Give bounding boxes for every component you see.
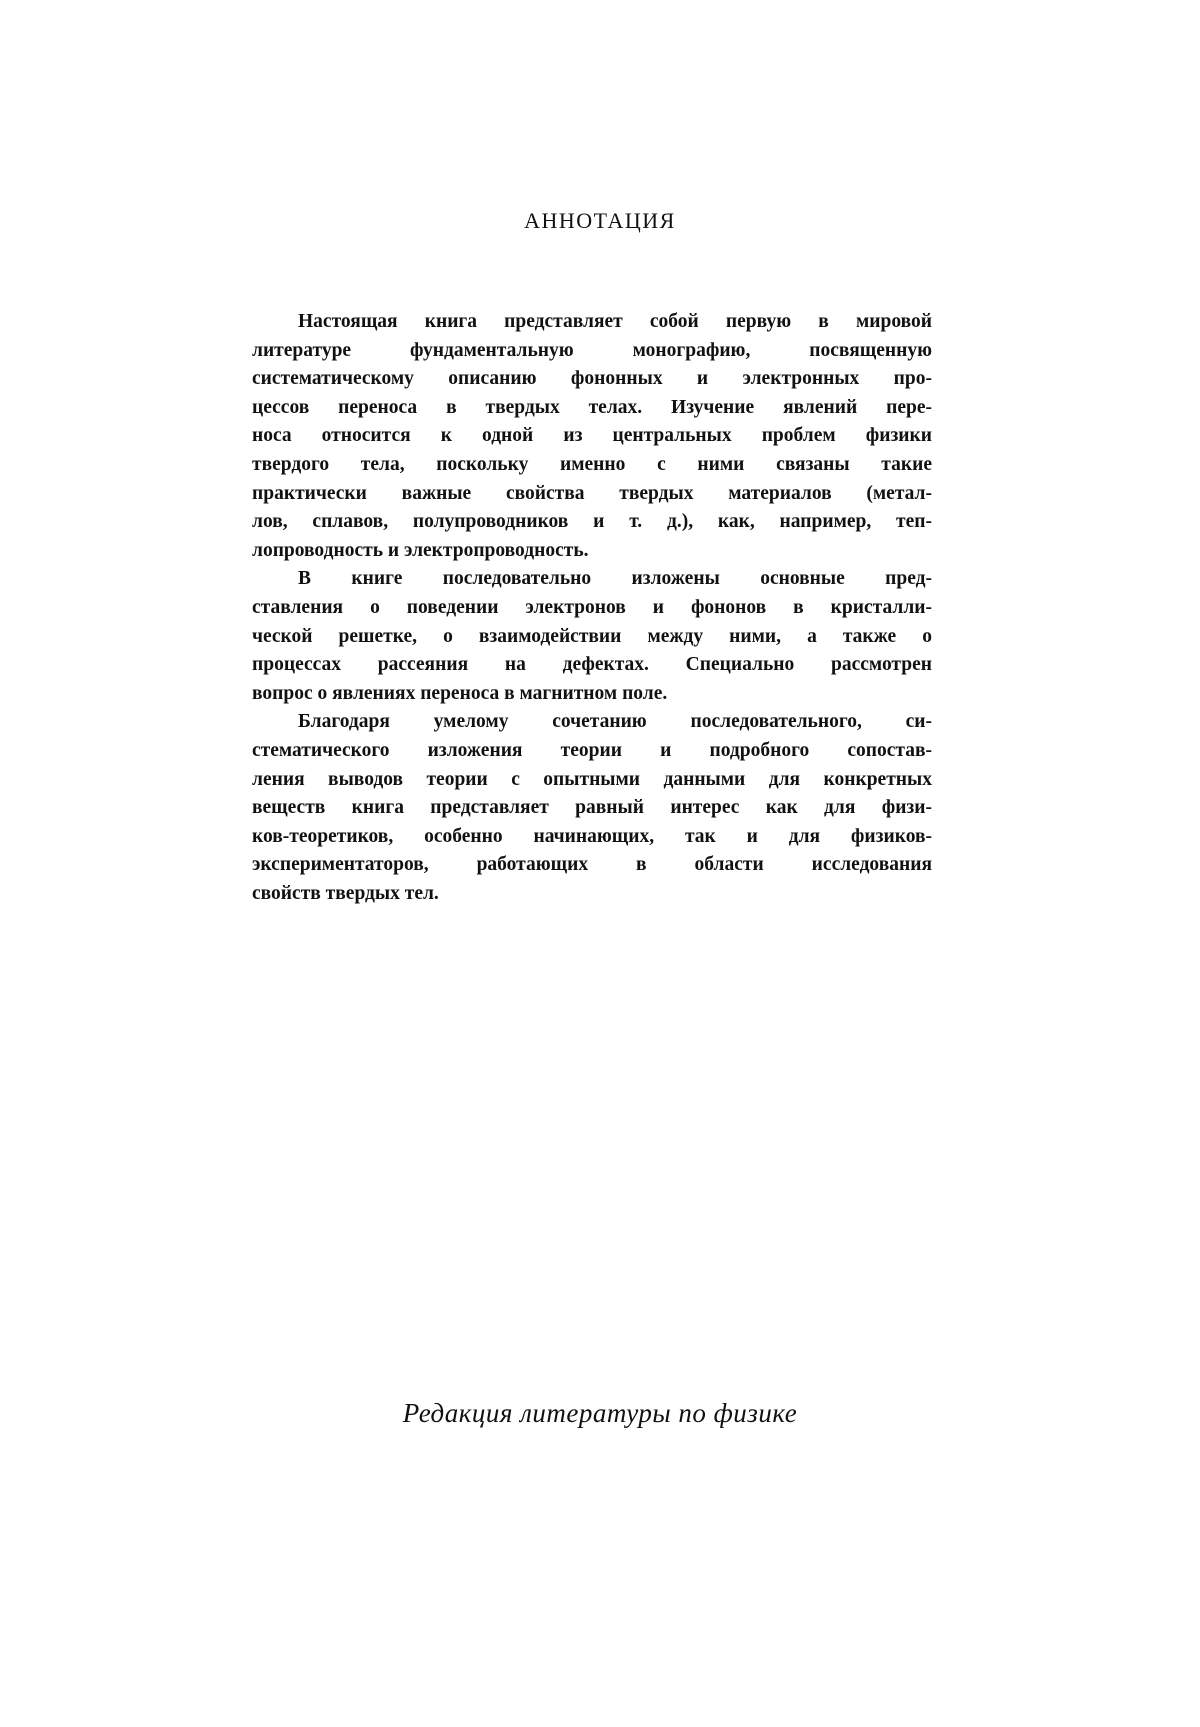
paragraph-line: ставления о поведении электронов и фононов в кристалли- [252, 596, 932, 618]
paragraph-line: В книге последовательно изложены основные пред- [298, 568, 932, 590]
paragraph-line: литературе фундаментальную монографию, посвященную [252, 339, 932, 361]
paragraph-line: лопроводность и электропроводность. [252, 539, 589, 561]
paragraph-line: стематического изложения теории и подробного сопостав- [252, 739, 932, 761]
paragraph-line: процессах рассеяния на дефектах. Специально рассмотрен [252, 654, 932, 676]
paragraph-line: Настоящая книга представляет собой первую в мировой [298, 311, 932, 332]
paragraph-line: ков-теоретиков, особенно начинающих, так и для физиков- [252, 825, 932, 847]
paragraph-line: ческой решетке, о взаимодействии между ними, а также о [252, 625, 932, 647]
paragraph-1 [252, 308, 932, 565]
page-title: АННОТАЦИЯ [524, 208, 676, 233]
paragraph-line: свойств твердых тел. [252, 882, 439, 904]
paragraph-line: вопрос о явлениях переноса в магнитном поле. [252, 682, 668, 704]
paragraph-line: твердого тела, поскольку именно с ними связаны такие [252, 453, 932, 475]
paragraph-2 [252, 565, 932, 708]
paragraph-line: веществ книга представляет равный интерес как для физи- [252, 797, 932, 819]
paragraph-line: цессов переноса в твердых телах. Изучение явлений пере- [252, 396, 932, 418]
paragraph-line: экспериментаторов, работающих в области исследования [252, 854, 932, 876]
paragraph-line: лов, сплавов, полупроводников и т. д.), как, например, теп- [252, 511, 932, 533]
editorial-credit: Редакция литературы по физике [402, 1398, 798, 1428]
paragraph-3 [252, 708, 932, 908]
annotation-text [252, 308, 932, 908]
paragraph-line: ления выводов теории с опытными данными для конкретных [252, 768, 932, 790]
paragraph-line: практически важные свойства твердых материалов (метал- [252, 482, 932, 504]
paragraph-line: Благодаря умелому сочетанию последовательного, си- [298, 711, 932, 733]
paragraph-line: систематическому описанию фононных и электронных про- [252, 368, 932, 390]
paragraph-line: носа относится к одной из центральных проблем физики [252, 425, 932, 447]
